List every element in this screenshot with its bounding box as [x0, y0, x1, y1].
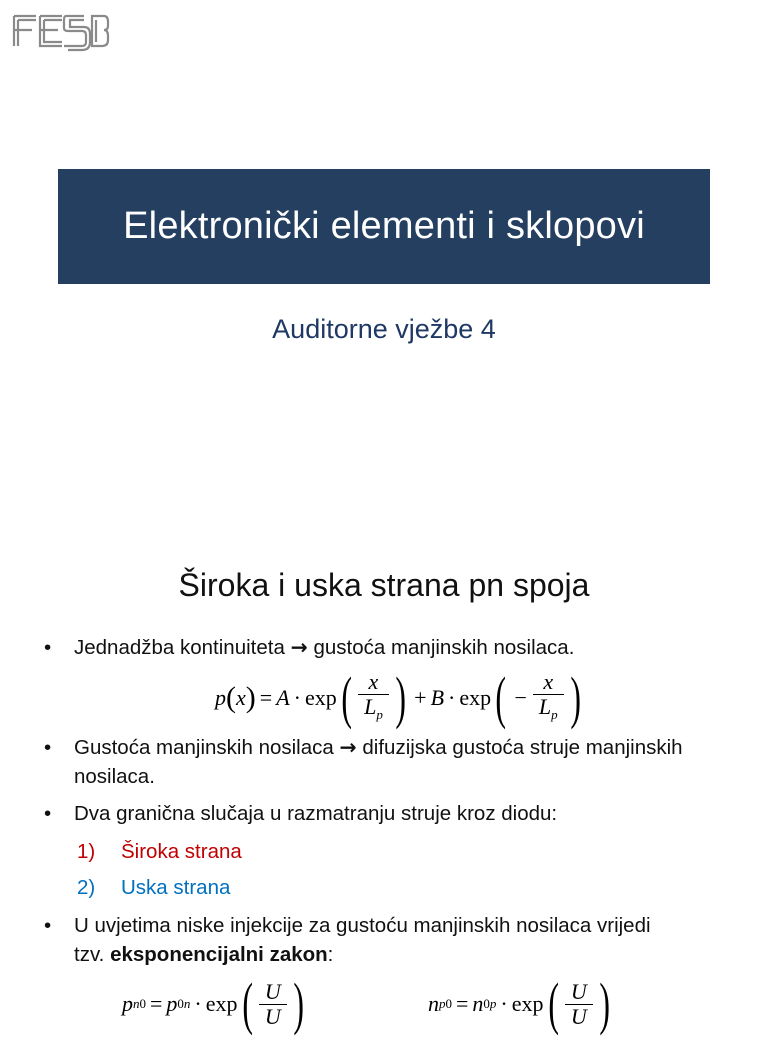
bullet-2-text: Gustoća manjinskih nosilaca	[74, 736, 334, 759]
bullet-2-tail: difuzijska gustoća struje manjinskih nosilaca.	[74, 736, 683, 788]
bullet-icon: •	[44, 914, 52, 937]
continuity-equation: p ( x ) = A · exp ( $\frac{x}{L_p}$ ) + B · exp ( − $\frac{x}{L_p}$ )	[215, 665, 581, 730]
exponential-law-pn: p n0 = p 0n · exp ( $\frac{U}{U}$ )	[122, 971, 304, 1036]
exponential-law-np: n p0 = n 0p · exp ( $\frac{U}{U}$ )	[428, 971, 610, 1036]
slide-title: Elektronički elementi i sklopovi	[123, 205, 645, 247]
arrow-right-icon: →	[290, 635, 308, 659]
bullet-icon: •	[44, 636, 52, 659]
bullet-3-text: Dva granična slučaja u razmatranju struje kroz diodu:	[74, 802, 558, 825]
bullet-4-bold: eksponencijalni zakon	[110, 943, 328, 966]
list-item-narrow-side	[77, 873, 230, 902]
bullet-1-tail: gustoća manjinskih nosilaca.	[313, 636, 575, 659]
bullet-1-text: Jednadžba kontinuiteta	[74, 636, 285, 659]
list-item-number: 1)	[77, 840, 96, 863]
bullet-4-text: U uvjetima niske injekcije za gustoću manjinskih nosilaca vrijedi tzv.	[74, 914, 651, 966]
fesb-logo-icon	[10, 10, 110, 52]
list-item-wide-side	[77, 837, 242, 866]
bullet-icon: •	[44, 736, 52, 759]
arrow-right-icon: →	[339, 735, 357, 759]
list-item-number: 2)	[77, 876, 96, 899]
bullet-4-post: :	[327, 943, 334, 966]
bullet-icon: •	[44, 802, 52, 825]
list-item-label: Uska strana	[121, 876, 231, 899]
list-item-label: Široka strana	[121, 840, 242, 863]
title-banner	[58, 169, 710, 284]
slide-subtitle: Auditorne vježbe 4	[272, 314, 496, 344]
section-title: Široka i uska strana pn spoja	[178, 567, 590, 603]
